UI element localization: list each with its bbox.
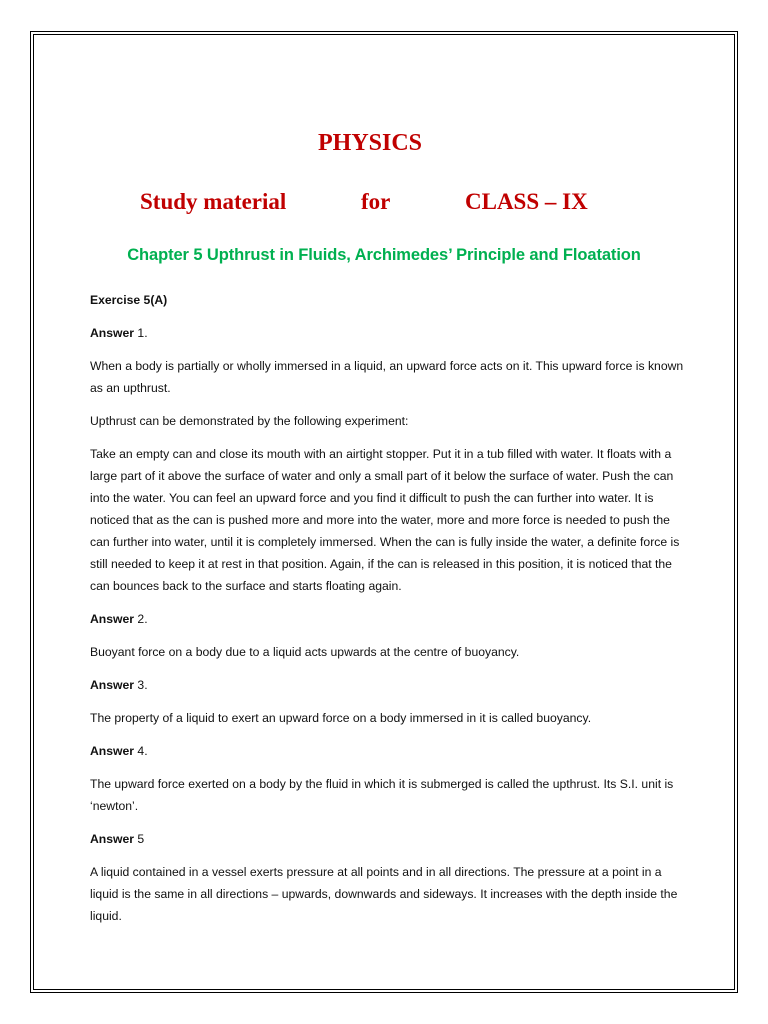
answer-4-paragraph-1: The upward force exerted on a body by the fluid in which it is submerged is called the upthrust. Its S.I. unit is ‘newton’. [90, 777, 674, 813]
answer-number: 5 [134, 832, 145, 846]
answer-number: 1. [134, 326, 148, 340]
answer-5-heading [90, 828, 690, 850]
subtitle-row [0, 189, 768, 219]
answer-label: Answer [90, 744, 135, 758]
answer-label: Answer [90, 678, 135, 692]
chapter-heading: Chapter 5 Upthrust in Fluids, Archimedes’ Principle and Floatation [127, 246, 641, 264]
answer-3-heading [90, 674, 690, 696]
answer-1-heading [90, 322, 690, 344]
subtitle-class: CLASS – IX [465, 189, 588, 214]
answer-5-paragraph-1: A liquid contained in a vessel exerts pressure at all points and in all directions. The pressure at a point in a liquid is the same in all directions – upwards, downwards and sideways. It increases with the depth inside the liquid. [90, 865, 678, 923]
answer-1-paragraph-3: Take an empty can and close its mouth with an airtight stopper. Put it in a tub filled with water. It floats with a large part of it above the surface of water and only a small part of it below the surface of water. Push the can into the water. You can feel an upward force and you find it difficult to push the can further into water. It is noticed that as the can is pushed more and more into the water, more and more force is needed to push the can further into water, until it is completely immersed. When the can is fully inside the water, a definite force is still needed to keep it at rest in that position. Again, if the can is released in this position, it is noticed that the can bounces back to the surface and starts floating again. [90, 447, 680, 593]
subtitle-study-material: Study material [140, 189, 287, 214]
answer-1-paragraph-2: Upthrust can be demonstrated by the following experiment: [90, 414, 409, 428]
answer-2-paragraph-1: Buoyant force on a body due to a liquid acts upwards at the centre of buoyancy. [90, 645, 520, 659]
document-title: PHYSICS [317, 130, 423, 156]
subtitle-for: for [361, 189, 391, 214]
document-body [90, 289, 690, 938]
answer-label: Answer [90, 832, 135, 846]
answer-number: 3. [134, 678, 148, 692]
answer-number: 2. [134, 612, 148, 626]
answer-number: 4. [134, 744, 148, 758]
answer-4-heading [90, 740, 690, 762]
exercise-heading: Exercise 5(A) [90, 293, 168, 307]
answer-2-heading [90, 608, 690, 630]
answer-1-paragraph-1: When a body is partially or wholly immersed in a liquid, an upward force acts on it. This upward force is known as an upthrust. [90, 359, 684, 395]
answer-label: Answer [90, 326, 135, 340]
answer-3-paragraph-1: The property of a liquid to exert an upward force on a body immersed in it is called buoyancy. [90, 711, 592, 725]
answer-label: Answer [90, 612, 135, 626]
